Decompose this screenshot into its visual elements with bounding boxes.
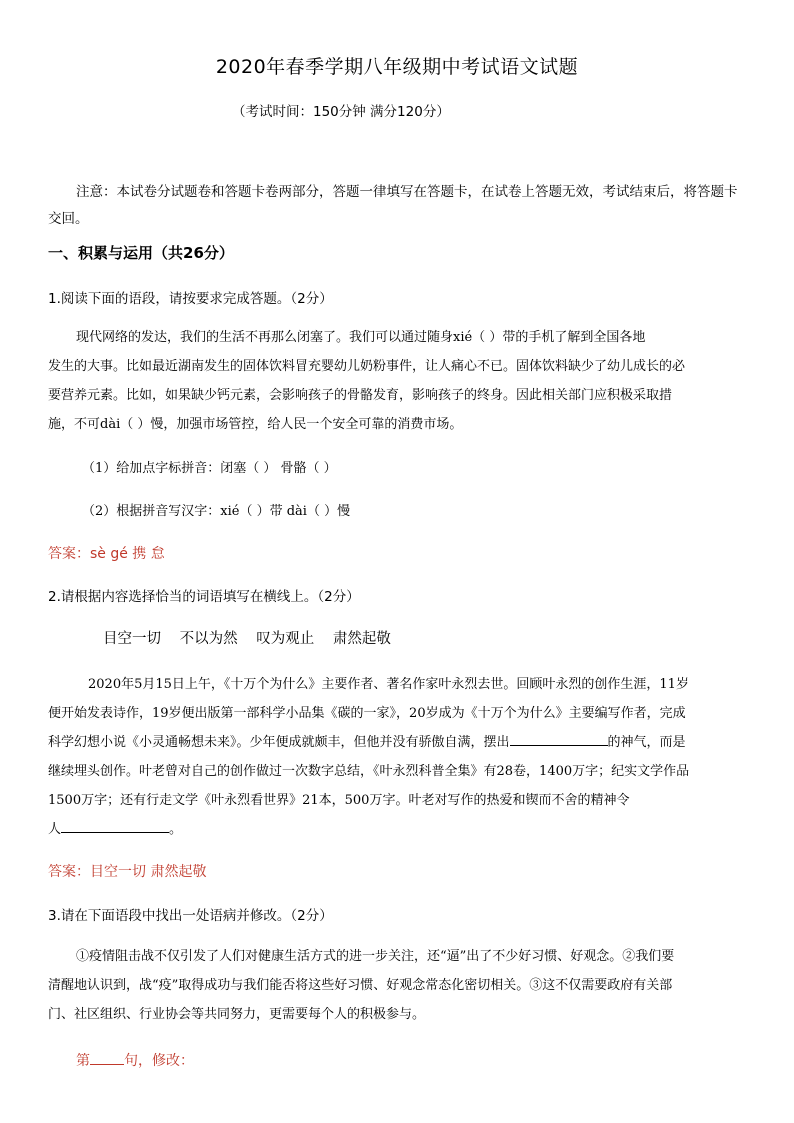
- word-choice: 不以为然: [179, 631, 238, 647]
- word-choices: [103, 627, 405, 648]
- q3-passage-line: ①疫情阻击战不仅引发了人们对健康生活方式的进一步关注，还“逼”出了不少好习惯、好观念。②我们要: [76, 949, 675, 964]
- q2-text: 科学幻想小说《小灵通畅想未来》。少年便成就颇丰，但他并没有骄傲自满，摆出: [48, 735, 510, 750]
- q2-text: 。: [169, 822, 183, 837]
- fill-blank: [90, 1050, 124, 1065]
- question-1-prompt: 1.阅读下面的语段，请按要求完成答题。（2分）: [48, 291, 333, 307]
- q3-passage-line: 门、社区组织、行业协会等共同努力，更需要每个人的积极参与。: [48, 1007, 426, 1022]
- q1-passage-line: 施，不可dài（ ）慢，加强市场管控，给人民一个安全可靠的消费市场。: [48, 417, 463, 432]
- answer-text: 目空一切 肃然起敬: [90, 864, 207, 880]
- answer-label: 答案：: [48, 864, 90, 880]
- q2-passage-line: [48, 818, 182, 837]
- q1-subquestion-2: （2）根据拼音写汉字：xié（ ）带 dài（ ）慢: [82, 504, 351, 519]
- q2-passage-line: [48, 731, 686, 750]
- q2-text: 的神气，而是: [607, 735, 686, 750]
- q1-answer: [48, 543, 165, 563]
- q3-fill-text: 句，修改：: [124, 1053, 194, 1069]
- q1-passage-line: 现代网络的发达，我们的生活不再那么闭塞了。我们可以通过随身xié（ ）带的手机了解到全国各地: [76, 330, 646, 345]
- page-title: 2020年春季学期八年级期中考试语文试题: [215, 56, 579, 78]
- notice-text: 注意：本试卷分试题卷和答题卡卷两部分，答题一律填写在答题卡，在试卷上答题无效，考试结束后，将答题卡交回。: [48, 184, 738, 227]
- q1-passage-line: 发生的大事。比如最近湖南发生的固体饮料冒充婴幼儿奶粉事件，让人痛心不已。固体饮料缺少了幼儿成长的必: [48, 359, 686, 374]
- answer-text: sè gé 携 怠: [90, 546, 165, 562]
- q3-passage-line: 清醒地认识到，战“疫”取得成功与我们能否将这些好习惯、好观念常态化密切相关。③这不仅需要政府有关部: [48, 978, 673, 993]
- q2-passage-line: 1500万字；还有行走文学《叶永烈看世界》21本，500万字。叶老对写作的热爱和锲而不舍的精神令: [48, 793, 630, 808]
- q3-fill-text: 第: [76, 1053, 90, 1069]
- fill-blank: [510, 731, 608, 746]
- q1-passage-line: 要营养元素。比如，如果缺少钙元素，会影响孩子的骨骼发育，影响孩子的终身。因此相关部门应积极采取措: [48, 388, 673, 403]
- q2-text: 人: [48, 822, 62, 837]
- word-choice: 肃然起敬: [332, 631, 391, 647]
- question-3-prompt: 3.请在下面语段中找出一处语病并修改。（2分）: [48, 908, 333, 924]
- q2-answer: [48, 861, 206, 881]
- q2-passage-line: 便开始发表诗作，19岁便出版第一部科学小品集《碳的一家》，20岁成为《十万个为什么》主要编写作者，完成: [48, 706, 686, 721]
- word-choice: 目空一切: [103, 631, 161, 647]
- fill-blank: [61, 818, 169, 833]
- word-choice: 叹为观止: [256, 631, 315, 647]
- exam-info: （考试时间：150分钟 满分120分）: [232, 104, 450, 120]
- section-heading: 一、积累与运用（共26分）: [48, 244, 234, 262]
- answer-label: 答案：: [48, 546, 90, 562]
- question-2-prompt: 2.请根据内容选择恰当的词语填写在横线上。（2分）: [48, 589, 360, 605]
- q3-answer-line: [76, 1050, 194, 1070]
- q1-subquestion-1: （1）给加点字标拼音：闭塞（ ） 骨骼（ ）: [82, 461, 337, 476]
- q2-passage-line: 2020年5月15日上午，《十万个为什么》主要作者、著名作家叶永烈去世。回顾叶永烈的创作生涯，11岁: [88, 677, 689, 692]
- q2-passage-line: 继续埋头创作。叶老曾对自己的创作做过一次数字总结，《叶永烈科普全集》有28卷，1400万字；纪实文学作品: [48, 764, 690, 779]
